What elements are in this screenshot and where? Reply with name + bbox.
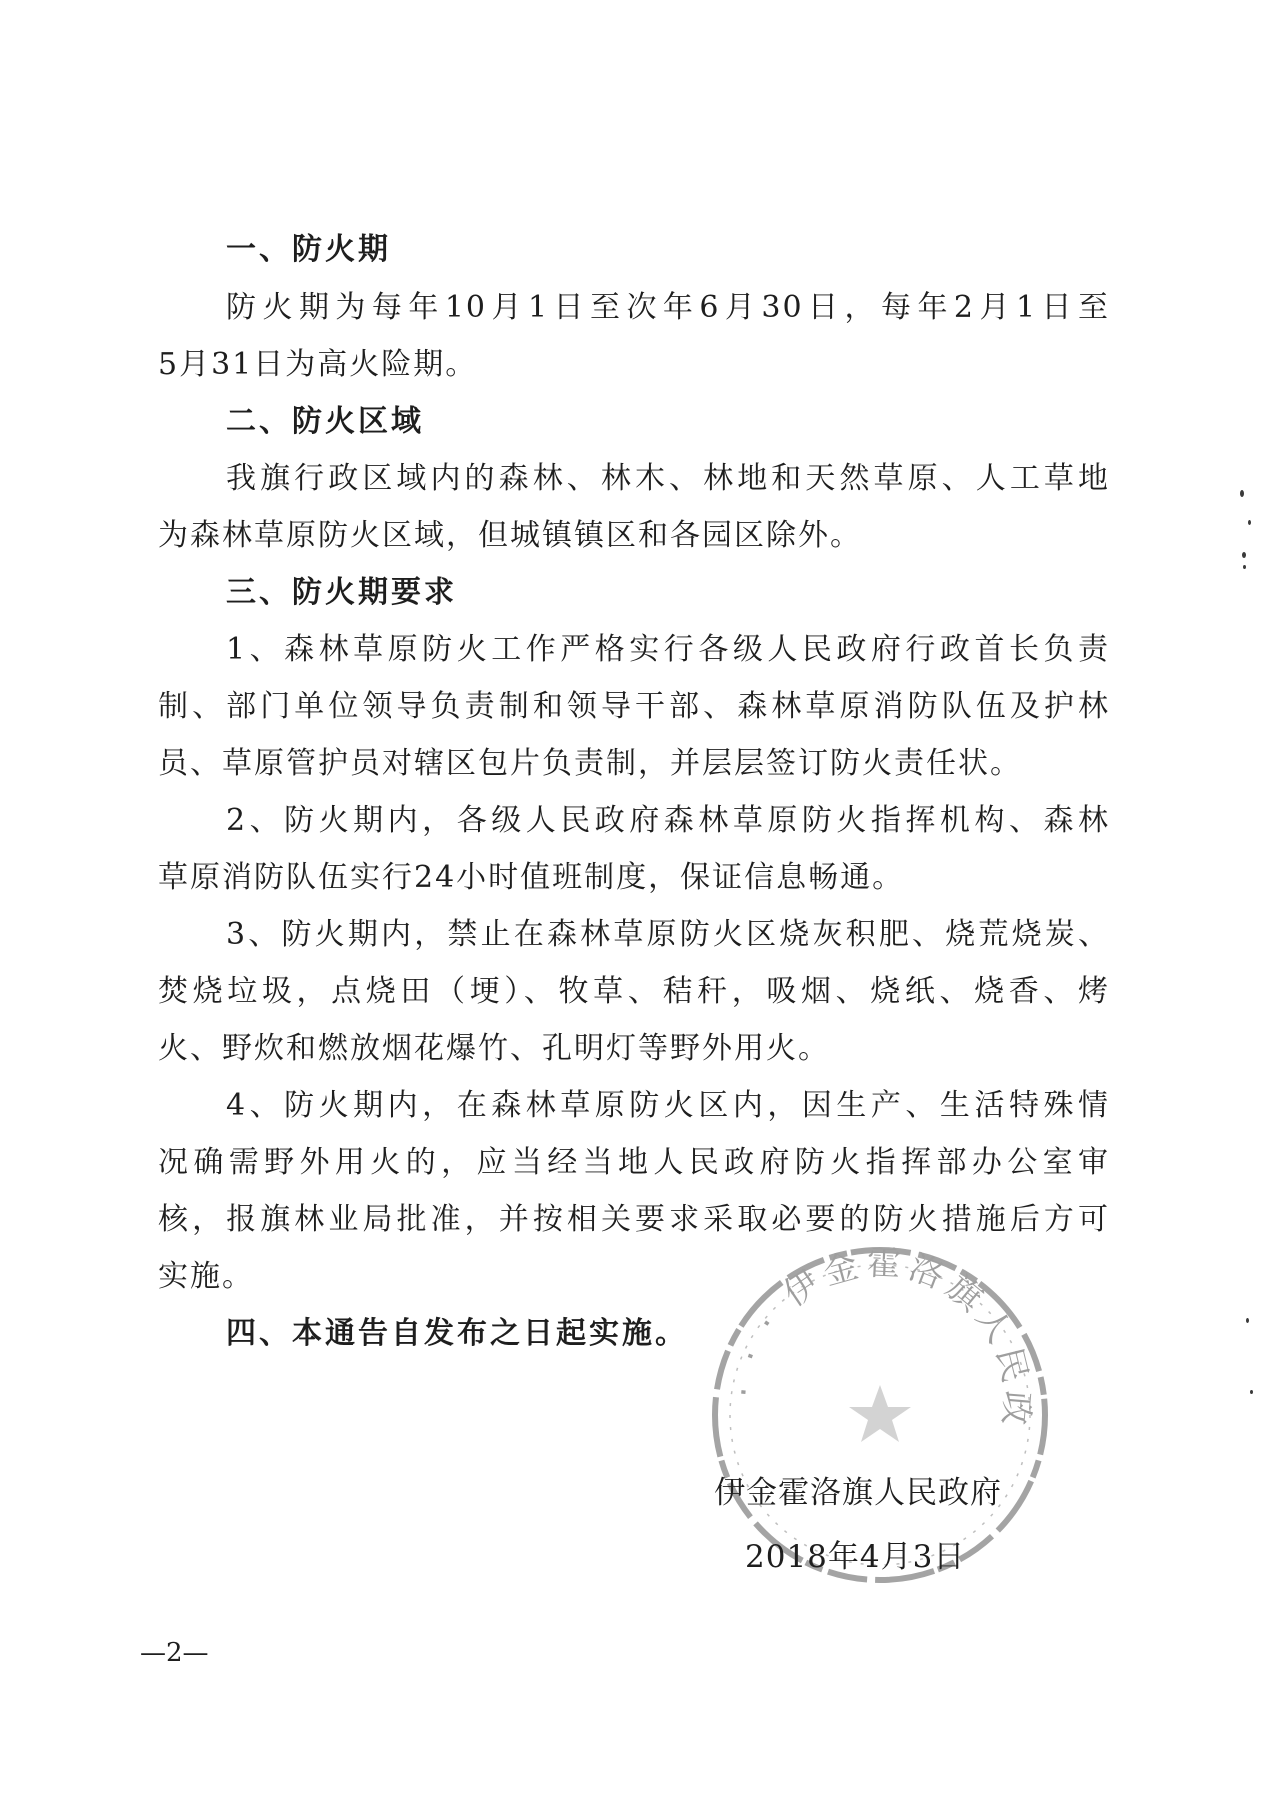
section-heading-fire-period: 一、防火期	[226, 232, 391, 267]
list-item-line: 制、部门单位领导负责制和领导干部、森林草原消防队伍及护林	[158, 689, 1110, 724]
paragraph-line: 5月31日为高火险期。	[158, 347, 478, 382]
list-item-line: 4、防火期内，在森林草原防火区内，因生产、生活特殊情	[226, 1088, 1110, 1123]
scan-mark	[1246, 1318, 1249, 1323]
list-item-line: 2、防火期内，各级人民政府森林草原防火指挥机构、森林	[226, 803, 1110, 838]
scan-mark	[1250, 1390, 1253, 1394]
list-item-line: 火、野炊和燃放烟花爆竹、孔明灯等野外用火。	[158, 1031, 830, 1066]
list-item-line: 3、防火期内，禁止在森林草原防火区烧灰积肥、烧荒烧炭、	[226, 917, 1110, 952]
list-item-line: 核，报旗林业局批准，并按相关要求采取必要的防火措施后方可	[158, 1202, 1110, 1237]
scan-mark	[1248, 520, 1251, 525]
page-number: —2—	[140, 1638, 209, 1668]
section-heading-effective-date: 四、本通告自发布之日起实施。	[226, 1316, 688, 1351]
svg-text:· · · 伊金霍洛旗人民政: · · · 伊金霍洛旗人民政	[723, 1243, 1038, 1433]
paragraph-line: 防火期为每年10月1日至次年6月30日，每年2月1日至	[226, 290, 1110, 325]
list-item-line: 员、草原管护员对辖区包片负责制，并层层签订防火责任状。	[158, 746, 1022, 781]
list-item-line: 1、森林草原防火工作严格实行各级人民政府行政首长负责	[226, 632, 1110, 667]
list-item-line: 实施。	[158, 1259, 254, 1294]
scan-mark	[1243, 565, 1246, 569]
scan-mark	[1242, 552, 1246, 558]
list-item-line: 草原消防队伍实行24小时值班制度，保证信息畅通。	[158, 860, 905, 895]
scan-mark	[1240, 490, 1244, 497]
list-item-line: 况确需野外用火的，应当经当地人民政府防火指挥部办公室审	[158, 1145, 1110, 1180]
section-heading-fire-zone: 二、防火区域	[226, 404, 424, 439]
paragraph-line: 为森林草原防火区域，但城镇镇区和各园区除外。	[158, 518, 862, 553]
signature-organization: 伊金霍洛旗人民政府	[714, 1475, 1002, 1511]
paragraph-line: 我旗行政区域内的森林、林木、林地和天然草原、人工草地	[226, 461, 1110, 496]
list-item-line: 焚烧垃圾，点烧田（埂）、牧草、秸秆，吸烟、烧纸、烧香、烤	[158, 974, 1110, 1009]
signature-date: 2018年4月3日	[745, 1539, 966, 1575]
section-heading-fire-requirements: 三、防火期要求	[226, 575, 457, 610]
